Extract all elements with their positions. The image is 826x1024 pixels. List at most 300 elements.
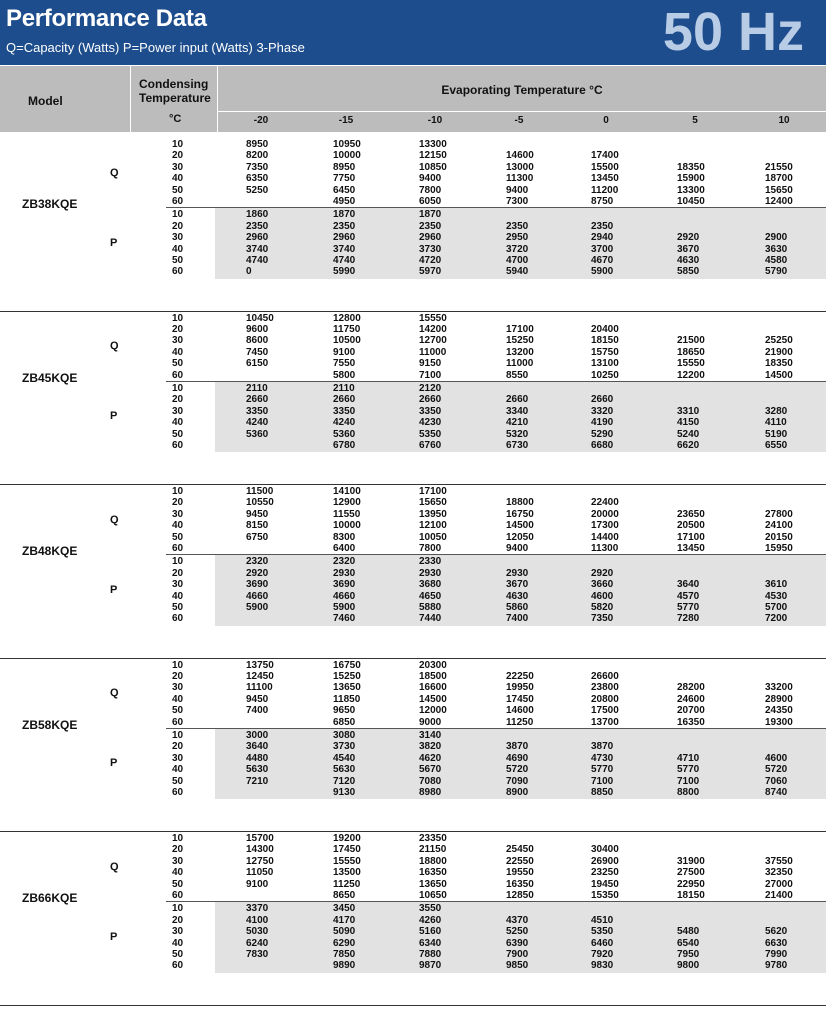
table-cell: 30400 bbox=[591, 844, 619, 856]
table-cell: 5900 bbox=[246, 602, 269, 613]
table-cell: 6460 bbox=[591, 937, 614, 949]
table-cell: 8550 bbox=[506, 369, 529, 381]
table-cell: 5970 bbox=[419, 266, 442, 278]
table-cell: 20700 bbox=[677, 705, 705, 717]
table-cell: 3640 bbox=[677, 579, 700, 591]
table-cell: 3730 bbox=[333, 741, 356, 753]
table-cell: 19950 bbox=[506, 682, 534, 694]
table-cell: 18150 bbox=[677, 890, 705, 901]
table-cell: 25450 bbox=[506, 844, 534, 856]
table-cell: 7450 bbox=[246, 346, 269, 358]
table-cell: 9400 bbox=[419, 173, 442, 185]
table-cell: 32350 bbox=[765, 867, 793, 879]
table-cell: 2350 bbox=[506, 220, 529, 232]
capacity-label: Q bbox=[110, 687, 119, 699]
table-cell: 2920 bbox=[591, 567, 614, 579]
table-cell: 10250 bbox=[591, 369, 619, 381]
table-cell: 1870 bbox=[333, 209, 356, 221]
table-cell: 19550 bbox=[506, 867, 534, 879]
table-cell: 5900 bbox=[333, 602, 356, 613]
table-cell: 11000 bbox=[506, 358, 534, 370]
table-cell: 3740 bbox=[333, 243, 356, 255]
table-cell: 9150 bbox=[419, 358, 442, 370]
table-cell: 7100 bbox=[677, 775, 700, 787]
table-cell: 5190 bbox=[765, 428, 788, 440]
table-cell: 8800 bbox=[677, 786, 700, 798]
table-cell: 4530 bbox=[765, 590, 788, 602]
table-cell: 9100 bbox=[246, 878, 269, 890]
table-cell: 2920 bbox=[677, 232, 700, 244]
table-cell: 6350 bbox=[246, 173, 269, 185]
table-cell: 13750 bbox=[246, 659, 274, 671]
evap-temp-header: 10 bbox=[778, 115, 790, 126]
table-cell: 13650 bbox=[419, 878, 447, 890]
table-cell: 5860 bbox=[506, 602, 529, 613]
table-cell: 2110 bbox=[333, 382, 355, 394]
table-cell: 5770 bbox=[677, 764, 700, 776]
table-cell: 2960 bbox=[246, 232, 269, 244]
table-cell: 8980 bbox=[419, 786, 442, 798]
table-cell: 6390 bbox=[506, 937, 529, 949]
table-cell: 5350 bbox=[419, 428, 442, 440]
table-cell: 7460 bbox=[333, 613, 356, 625]
table-cell: 20150 bbox=[765, 531, 793, 543]
table-cell: 6400 bbox=[333, 543, 356, 554]
table-cell: 4660 bbox=[246, 590, 269, 602]
table-cell: 7440 bbox=[419, 613, 442, 625]
table-cell: 2940 bbox=[591, 232, 614, 244]
table-cell: 13100 bbox=[591, 358, 619, 370]
table-cell: 3670 bbox=[677, 243, 700, 255]
condensing-temp-cell: 20 bbox=[172, 844, 184, 856]
table-cell: 17100 bbox=[677, 531, 705, 543]
capacity-label: Q bbox=[110, 340, 119, 352]
condensing-temp-cell: 10 bbox=[172, 312, 184, 324]
table-cell: 3730 bbox=[419, 243, 442, 255]
table-cell: 15900 bbox=[677, 173, 705, 185]
table-cell: 13950 bbox=[419, 508, 447, 520]
table-cell: 7080 bbox=[419, 775, 442, 787]
table-cell: 3690 bbox=[333, 579, 356, 591]
table-cell: 9400 bbox=[506, 543, 529, 554]
table-cell: 6290 bbox=[333, 937, 356, 949]
table-cell: 9780 bbox=[765, 960, 788, 972]
page-title: Performance Data bbox=[6, 5, 207, 32]
table-cell: 3700 bbox=[591, 243, 614, 255]
table-cell: 12000 bbox=[419, 705, 447, 717]
group-separator bbox=[166, 901, 826, 902]
table-cell: 18800 bbox=[419, 855, 447, 867]
condensing-temp-cell: 60 bbox=[172, 543, 184, 554]
table-cell: 7400 bbox=[506, 613, 529, 625]
table-cell: 11200 bbox=[591, 184, 619, 196]
table-bottom-rule bbox=[0, 1005, 826, 1006]
power-label: P bbox=[110, 757, 118, 770]
condensing-temp-cell: 30 bbox=[172, 508, 184, 520]
group-separator bbox=[166, 207, 826, 208]
table-cell: 18700 bbox=[765, 173, 793, 185]
table-cell: 10000 bbox=[333, 520, 361, 532]
table-cell: 4170 bbox=[333, 914, 356, 926]
model-separator bbox=[0, 831, 826, 832]
table-cell: 3350 bbox=[419, 405, 442, 417]
table-cell: 2900 bbox=[765, 232, 788, 244]
table-cell: 5350 bbox=[591, 926, 614, 938]
table-cell: 24350 bbox=[765, 705, 793, 717]
header-condensing-unit: °C bbox=[169, 113, 182, 125]
table-cell: 11250 bbox=[506, 716, 534, 728]
table-cell: 3610 bbox=[765, 579, 788, 591]
table-cell: 3140 bbox=[419, 729, 442, 741]
table-cell: 9850 bbox=[506, 960, 529, 972]
table-cell: 5670 bbox=[419, 764, 442, 776]
evap-temp-header: 0 bbox=[603, 115, 609, 126]
capacity-label: Q bbox=[110, 166, 119, 179]
table-cell: 2350 bbox=[419, 220, 442, 232]
condensing-temp-cell: 20 bbox=[172, 323, 184, 335]
evap-temp-header: -15 bbox=[338, 115, 354, 126]
table-cell: 10050 bbox=[419, 531, 447, 543]
table-cell: 11750 bbox=[333, 323, 361, 335]
condensing-temp-cell: 40 bbox=[172, 764, 184, 776]
table-cell: 6850 bbox=[333, 716, 356, 728]
table-cell: 18800 bbox=[506, 497, 534, 509]
group-separator bbox=[166, 728, 826, 729]
table-cell: 20300 bbox=[419, 659, 447, 671]
condensing-temp-cell: 20 bbox=[172, 567, 184, 579]
table-cell: 3720 bbox=[506, 243, 529, 255]
header-evaporating-label: Evaporating Temperature °C bbox=[441, 83, 603, 97]
header-evaporating-cell bbox=[218, 66, 826, 111]
condensing-temp-cell: 40 bbox=[172, 346, 184, 358]
table-cell: 5480 bbox=[677, 926, 700, 938]
condensing-temp-cell: 30 bbox=[172, 752, 184, 764]
table-cell: 9890 bbox=[333, 960, 356, 972]
power-label: P bbox=[110, 410, 118, 423]
table-cell: 10550 bbox=[246, 497, 274, 509]
table-cell: 11850 bbox=[333, 693, 361, 705]
table-cell: 1860 bbox=[246, 209, 269, 221]
model-label: ZB38KQE bbox=[22, 197, 78, 212]
table-cell: 8750 bbox=[591, 196, 614, 207]
table-cell: 7300 bbox=[506, 196, 529, 207]
table-cell: 23800 bbox=[591, 682, 619, 694]
table-cell: 4600 bbox=[591, 590, 614, 602]
condensing-temp-cell: 50 bbox=[172, 428, 184, 440]
table-cell: 25250 bbox=[765, 335, 793, 347]
table-cell: 2950 bbox=[506, 232, 529, 244]
condensing-temp-cell: 40 bbox=[172, 417, 184, 429]
table-cell: 12150 bbox=[419, 150, 447, 162]
table-cell: 9100 bbox=[333, 346, 356, 358]
condensing-temp-cell: 30 bbox=[172, 579, 184, 591]
table-cell: 9830 bbox=[591, 960, 614, 972]
table-cell: 10950 bbox=[333, 139, 361, 150]
table-cell: 16350 bbox=[677, 716, 705, 728]
table-cell: 24600 bbox=[677, 693, 705, 705]
table-cell: 4150 bbox=[677, 417, 700, 429]
table-cell: 2930 bbox=[419, 567, 442, 579]
table-cell: 17450 bbox=[506, 693, 534, 705]
table-cell: 3660 bbox=[591, 579, 614, 591]
table-cell: 11550 bbox=[333, 508, 361, 520]
table-cell: 5160 bbox=[419, 926, 442, 938]
condensing-temp-cell: 50 bbox=[172, 255, 184, 266]
condensing-temp-cell: 40 bbox=[172, 520, 184, 532]
table-cell: 21150 bbox=[419, 844, 447, 856]
table-cell: 13200 bbox=[506, 346, 534, 358]
table-cell: 14400 bbox=[591, 531, 619, 543]
table-cell: 6450 bbox=[333, 184, 356, 196]
table-cell: 18350 bbox=[677, 161, 705, 173]
table-cell: 4650 bbox=[419, 590, 442, 602]
table-cell: 3740 bbox=[246, 243, 269, 255]
table-cell: 28900 bbox=[765, 693, 793, 705]
table-cell: 17100 bbox=[419, 486, 447, 497]
group-separator bbox=[166, 381, 826, 382]
table-cell: 11000 bbox=[419, 346, 447, 358]
table-cell: 8850 bbox=[591, 786, 614, 798]
table-cell: 24100 bbox=[765, 520, 793, 532]
table-cell: 15650 bbox=[765, 184, 793, 196]
table-cell: 8740 bbox=[765, 786, 788, 798]
table-cell: 18500 bbox=[419, 670, 447, 682]
condensing-temp-cell: 20 bbox=[172, 220, 184, 232]
table-cell: 7350 bbox=[591, 613, 614, 625]
table-cell: 27000 bbox=[765, 878, 793, 890]
table-cell: 10500 bbox=[333, 335, 361, 347]
table-cell: 28200 bbox=[677, 682, 705, 694]
frequency-label: 50 Hz bbox=[662, 2, 804, 62]
table-cell: 12100 bbox=[419, 520, 447, 532]
condensing-temp-cell: 60 bbox=[172, 786, 184, 798]
table-cell: 17400 bbox=[591, 150, 619, 162]
table-cell: 20500 bbox=[677, 520, 705, 532]
table-cell: 4630 bbox=[677, 255, 700, 266]
condensing-temp-cell: 10 bbox=[172, 556, 184, 568]
table-cell: 4660 bbox=[333, 590, 356, 602]
table-cell: 3690 bbox=[246, 579, 269, 591]
table-cell: 4100 bbox=[246, 914, 269, 926]
table-cell: 8650 bbox=[333, 890, 356, 901]
table-cell: 7280 bbox=[677, 613, 700, 625]
table-cell: 13700 bbox=[591, 716, 619, 728]
table-cell: 4570 bbox=[677, 590, 700, 602]
table-cell: 3870 bbox=[506, 741, 529, 753]
table-cell: 23250 bbox=[591, 867, 619, 879]
condensing-temp-cell: 30 bbox=[172, 855, 184, 867]
table-cell: 7950 bbox=[677, 949, 700, 960]
condensing-temp-cell: 50 bbox=[172, 705, 184, 717]
condensing-temp-cell: 20 bbox=[172, 394, 184, 406]
table-cell: 18150 bbox=[591, 335, 619, 347]
table-cell: 12750 bbox=[246, 855, 274, 867]
table-cell: 15700 bbox=[246, 833, 274, 844]
table-cell: 5630 bbox=[333, 764, 356, 776]
table-cell: 9130 bbox=[333, 786, 356, 798]
condensing-temp-cell: 40 bbox=[172, 243, 184, 255]
capacity-label: Q bbox=[110, 513, 119, 526]
condensing-temp-cell: 30 bbox=[172, 335, 184, 347]
table-cell: 7200 bbox=[765, 613, 788, 625]
table-cell: 5360 bbox=[246, 428, 269, 440]
table-cell: 4580 bbox=[765, 255, 788, 266]
model-label: ZB45KQE bbox=[22, 370, 78, 385]
table-cell: 7830 bbox=[246, 949, 269, 960]
table-cell: 4240 bbox=[246, 417, 269, 429]
table-cell: 5880 bbox=[419, 602, 442, 613]
condensing-temp-cell: 60 bbox=[172, 613, 184, 625]
table-cell: 6630 bbox=[765, 937, 788, 949]
table-cell: 3080 bbox=[333, 729, 356, 741]
table-cell: 6760 bbox=[419, 439, 442, 451]
table-cell: 3680 bbox=[419, 579, 442, 591]
table-cell: 3870 bbox=[591, 741, 614, 753]
condensing-temp-cell: 30 bbox=[172, 405, 184, 417]
condensing-temp-cell: 50 bbox=[172, 358, 184, 370]
table-cell: 16750 bbox=[506, 508, 534, 520]
condensing-temp-cell: 60 bbox=[172, 960, 184, 972]
table-cell: 10650 bbox=[419, 890, 447, 901]
table-cell: 5090 bbox=[333, 926, 356, 938]
table-cell: 4950 bbox=[333, 196, 356, 207]
table-cell: 4370 bbox=[506, 914, 529, 926]
table-cell: 5790 bbox=[765, 266, 788, 278]
table-cell: 20400 bbox=[591, 323, 619, 335]
table-cell: 15550 bbox=[677, 358, 705, 370]
table-cell: 8150 bbox=[246, 520, 269, 532]
table-cell: 19200 bbox=[333, 833, 361, 844]
table-cell: 1870 bbox=[419, 209, 442, 221]
table-cell: 8950 bbox=[246, 139, 269, 150]
evap-temp-header: 5 bbox=[692, 115, 698, 126]
table-cell: 4240 bbox=[333, 417, 356, 429]
table-cell: 5800 bbox=[333, 369, 356, 381]
condensing-temp-cell: 40 bbox=[172, 173, 184, 185]
table-cell: 17450 bbox=[333, 844, 361, 856]
table-cell: 18650 bbox=[677, 346, 705, 358]
table-cell: 2960 bbox=[333, 232, 356, 244]
condensing-temp-cell: 50 bbox=[172, 531, 184, 543]
table-cell: 6340 bbox=[419, 937, 442, 949]
group-separator bbox=[166, 554, 826, 555]
table-cell: 13450 bbox=[677, 543, 705, 554]
condensing-temp-cell: 50 bbox=[172, 775, 184, 787]
table-cell: 2960 bbox=[419, 232, 442, 244]
table-cell: 2320 bbox=[333, 556, 356, 568]
table-cell: 7880 bbox=[419, 949, 442, 960]
table-cell: 11100 bbox=[246, 682, 273, 694]
table-cell: 22950 bbox=[677, 878, 705, 890]
condensing-temp-cell: 20 bbox=[172, 670, 184, 682]
table-cell: 5720 bbox=[506, 764, 529, 776]
table-cell: 4720 bbox=[419, 255, 442, 266]
table-cell: 5770 bbox=[591, 764, 614, 776]
table-cell: 2660 bbox=[506, 394, 529, 406]
table-cell: 16750 bbox=[333, 659, 361, 671]
condensing-temp-cell: 50 bbox=[172, 602, 184, 613]
table-cell: 9000 bbox=[419, 716, 442, 728]
table-cell: 11300 bbox=[506, 173, 534, 185]
table-cell: 33200 bbox=[765, 682, 793, 694]
table-cell: 5030 bbox=[246, 926, 269, 938]
table-cell: 14600 bbox=[506, 150, 534, 162]
table-cell: 3000 bbox=[246, 729, 269, 741]
table-cell: 10450 bbox=[246, 312, 274, 324]
condensing-temp-cell: 20 bbox=[172, 741, 184, 753]
table-cell: 11500 bbox=[246, 486, 274, 497]
condensing-temp-cell: 30 bbox=[172, 682, 184, 694]
table-cell: 2920 bbox=[246, 567, 269, 579]
table-cell: 6730 bbox=[506, 439, 529, 451]
table-cell: 5850 bbox=[677, 266, 700, 278]
table-cell: 21900 bbox=[765, 346, 793, 358]
table-cell: 7800 bbox=[419, 184, 442, 196]
table-cell: 3640 bbox=[246, 741, 269, 753]
condensing-temp-cell: 10 bbox=[172, 209, 184, 221]
table-cell: 21550 bbox=[765, 161, 793, 173]
table-cell: 12050 bbox=[506, 531, 534, 543]
table-cell: 14600 bbox=[506, 705, 534, 717]
table-cell: 3550 bbox=[419, 903, 442, 915]
table-cell: 11250 bbox=[333, 878, 361, 890]
table-cell: 7800 bbox=[419, 543, 442, 554]
table-cell: 4260 bbox=[419, 914, 442, 926]
table-cell: 16600 bbox=[419, 682, 447, 694]
condensing-temp-cell: 10 bbox=[172, 382, 184, 394]
model-separator bbox=[0, 311, 826, 312]
table-cell: 3370 bbox=[246, 903, 269, 915]
condensing-temp-cell: 60 bbox=[172, 890, 184, 901]
table-cell: 5720 bbox=[765, 764, 788, 776]
condensing-temp-cell: 10 bbox=[172, 139, 184, 150]
table-cell: 4690 bbox=[506, 752, 529, 764]
table-cell: 12800 bbox=[333, 312, 361, 324]
table-cell: 13650 bbox=[333, 682, 361, 694]
table-cell: 8200 bbox=[246, 150, 269, 162]
condensing-temp-cell: 40 bbox=[172, 937, 184, 949]
table-cell: 4540 bbox=[333, 752, 356, 764]
table-cell: 2350 bbox=[333, 220, 356, 232]
table-cell: 14300 bbox=[246, 844, 274, 856]
evap-temp-header: -20 bbox=[253, 115, 269, 126]
power-label: P bbox=[110, 930, 118, 943]
table-cell: 19300 bbox=[765, 716, 793, 728]
table-cell: 12900 bbox=[333, 497, 361, 509]
table-cell: 12700 bbox=[419, 335, 447, 347]
table-cell: 9650 bbox=[333, 705, 356, 717]
table-cell: 3450 bbox=[333, 903, 356, 915]
table-cell: 10000 bbox=[333, 150, 361, 162]
table-cell: 12400 bbox=[765, 196, 793, 207]
table-cell: 3670 bbox=[506, 579, 529, 591]
table-cell: 6620 bbox=[677, 439, 700, 451]
condensing-temp-cell: 50 bbox=[172, 949, 184, 960]
table-cell: 9450 bbox=[246, 508, 269, 520]
header-banner bbox=[0, 0, 826, 65]
model-label: ZB66KQE bbox=[22, 891, 78, 906]
evap-temp-header: -10 bbox=[427, 115, 443, 126]
table-cell: 7120 bbox=[333, 775, 356, 787]
table-cell: 15250 bbox=[506, 335, 534, 347]
table-cell: 5290 bbox=[591, 428, 614, 440]
capacity-label: Q bbox=[110, 860, 119, 873]
model-label: ZB58KQE bbox=[22, 717, 78, 732]
table-cell: 2120 bbox=[419, 382, 442, 394]
model-separator bbox=[0, 658, 826, 659]
table-cell: 12850 bbox=[506, 890, 534, 901]
condensing-temp-cell: 10 bbox=[172, 486, 184, 497]
